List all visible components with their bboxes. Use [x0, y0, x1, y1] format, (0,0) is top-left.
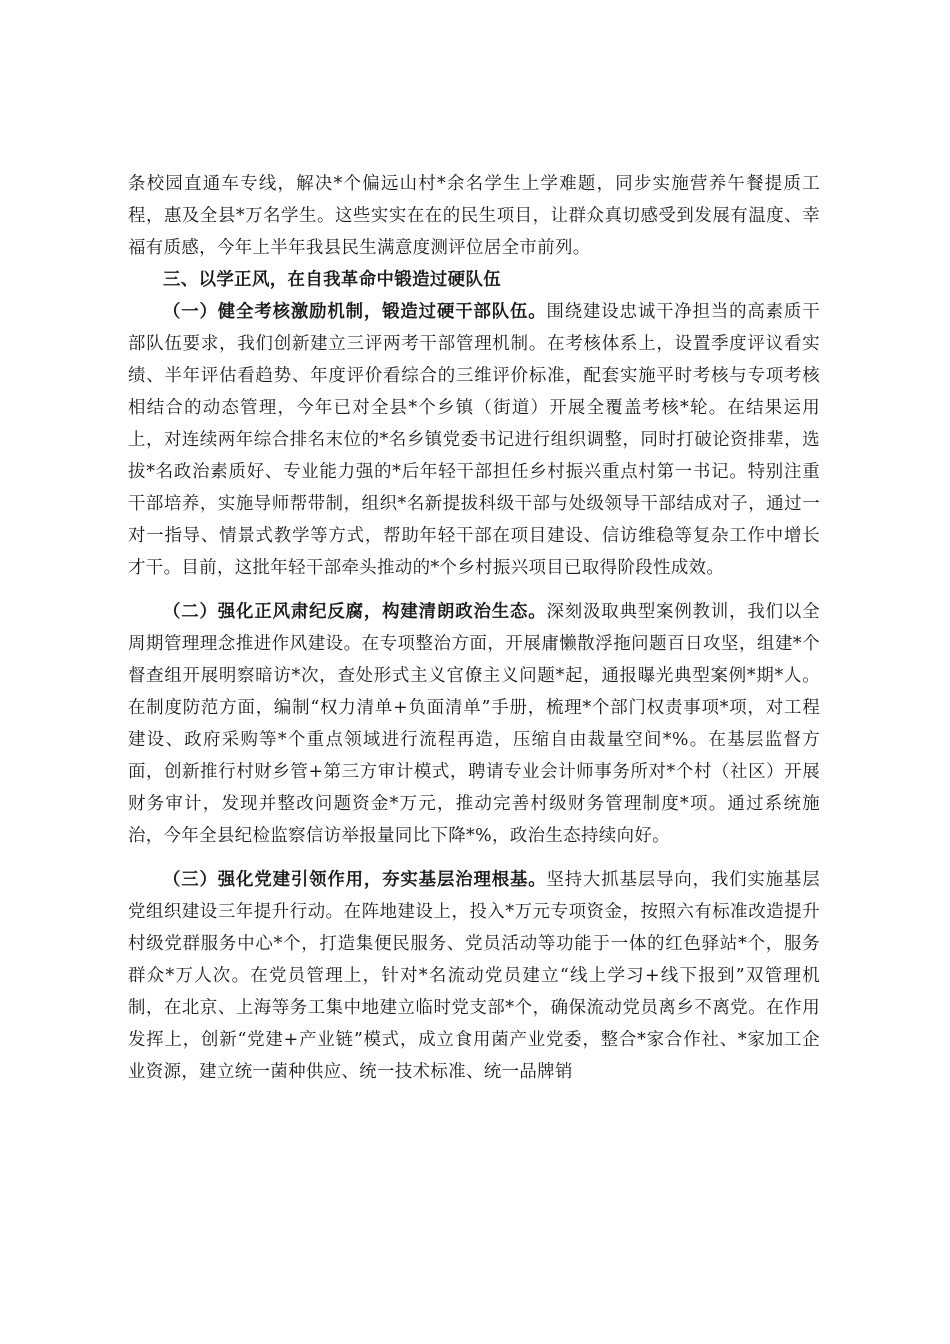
subsection-paragraph-2: [128, 596, 820, 852]
subsection-body-3: 坚持大抓基层导向，我们实施基层党组织建设三年提升行动。在阵地建设上，投入*万元专项资金，按照六有标准改造提升村级党群服务中心*个，打造集便民服务、党员活动等功能于一体的红色驿站*个，服务群众*万人次。在党员管理上，针对*名流动党员建立“线上学习+线下报到”双管理机制，在北京、上海等务工集中地建立临时党支部*个，确保流动党员离乡不离党。在作用发挥上，创新“党建+产业链”模式，成立食用菌产业党委，整合*家合作社、*家加工企业资源，建立统一菌种供应、统一技术标准、统一品牌销: [128, 870, 820, 1082]
subsection-lead-1: （一）健全考核激励机制，锻造过硬干部队伍。: [163, 302, 547, 322]
continuation-paragraph: 条校园直通车专线，解决*个偏远山村*余名学生上学难题，同步实施营养午餐提质工程，惠及全县*万名学生。这些实实在在的民生项目，让群众真切感受到发展有温度、幸福有质感，今年上半年我县民生满意度测评位居全市前列。: [128, 174, 820, 258]
subsection-body-2: 深刻汲取典型案例教训，我们以全周期管理理念推进作风建设。在专项整治方面，开展庸懒散浮拖问题百日攻坚，组建*个督查组开展明察暗访*次，查处形式主义官僚主义问题*起，通报曝光典型案例*期*人。在制度防范方面，编制“权力清单+负面清单”手册，梳理*个部门权责事项*项，对工程建设、政府采购等*个重点领域进行流程再造，压缩自由裁量空间*%。在基层监督方面，创新推行村财乡管+第三方审计模式，聘请专业会计师事务所对*个村（社区）开展财务审计，发现并整改问题资金*万元，推动完善村级财务管理制度*项。通过系统施治，今年全县纪检监察信访举报量同比下降*%，政治生态持续向好。: [128, 602, 820, 846]
subsection-lead-3: （三）强化党建引领作用，夯实基层治理根基。: [163, 870, 547, 890]
subsection-paragraph-3: [128, 864, 820, 1088]
document-page: [128, 168, 820, 1088]
section-heading: 三、以学正风，在自我革命中锻造过硬队伍: [163, 270, 502, 290]
subsection-lead-2: （二）强化正风肃纪反腐，构建清朗政治生态。: [163, 602, 547, 622]
subsection-paragraph-1: [128, 296, 820, 584]
subsection-body-1: 围绕建设忠诚干净担当的高素质干部队伍要求，我们创新建立三评两考干部管理机制。在考核体系上，设置季度评议看实绩、半年评估看趋势、年度评价看综合的三维评价标准，配套实施平时考核与专项考核相结合的动态管理，今年已对全县*个乡镇（街道）开展全覆盖考核*轮。在结果运用上，对连续两年综合排名末位的*名乡镇党委书记进行组织调整，同时打破论资排辈，选拔*名政治素质好、专业能力强的*后年轻干部担任乡村振兴重点村第一书记。特别注重干部培养，实施导师帮带制，组织*名新提拔科级干部与处级领导干部结成对子，通过一对一指导、情景式教学等方式，帮助年轻干部在项目建设、信访维稳等复杂工作中增长才干。目前，这批年轻干部牵头推动的*个乡村振兴项目已取得阶段性成效。: [128, 302, 820, 578]
